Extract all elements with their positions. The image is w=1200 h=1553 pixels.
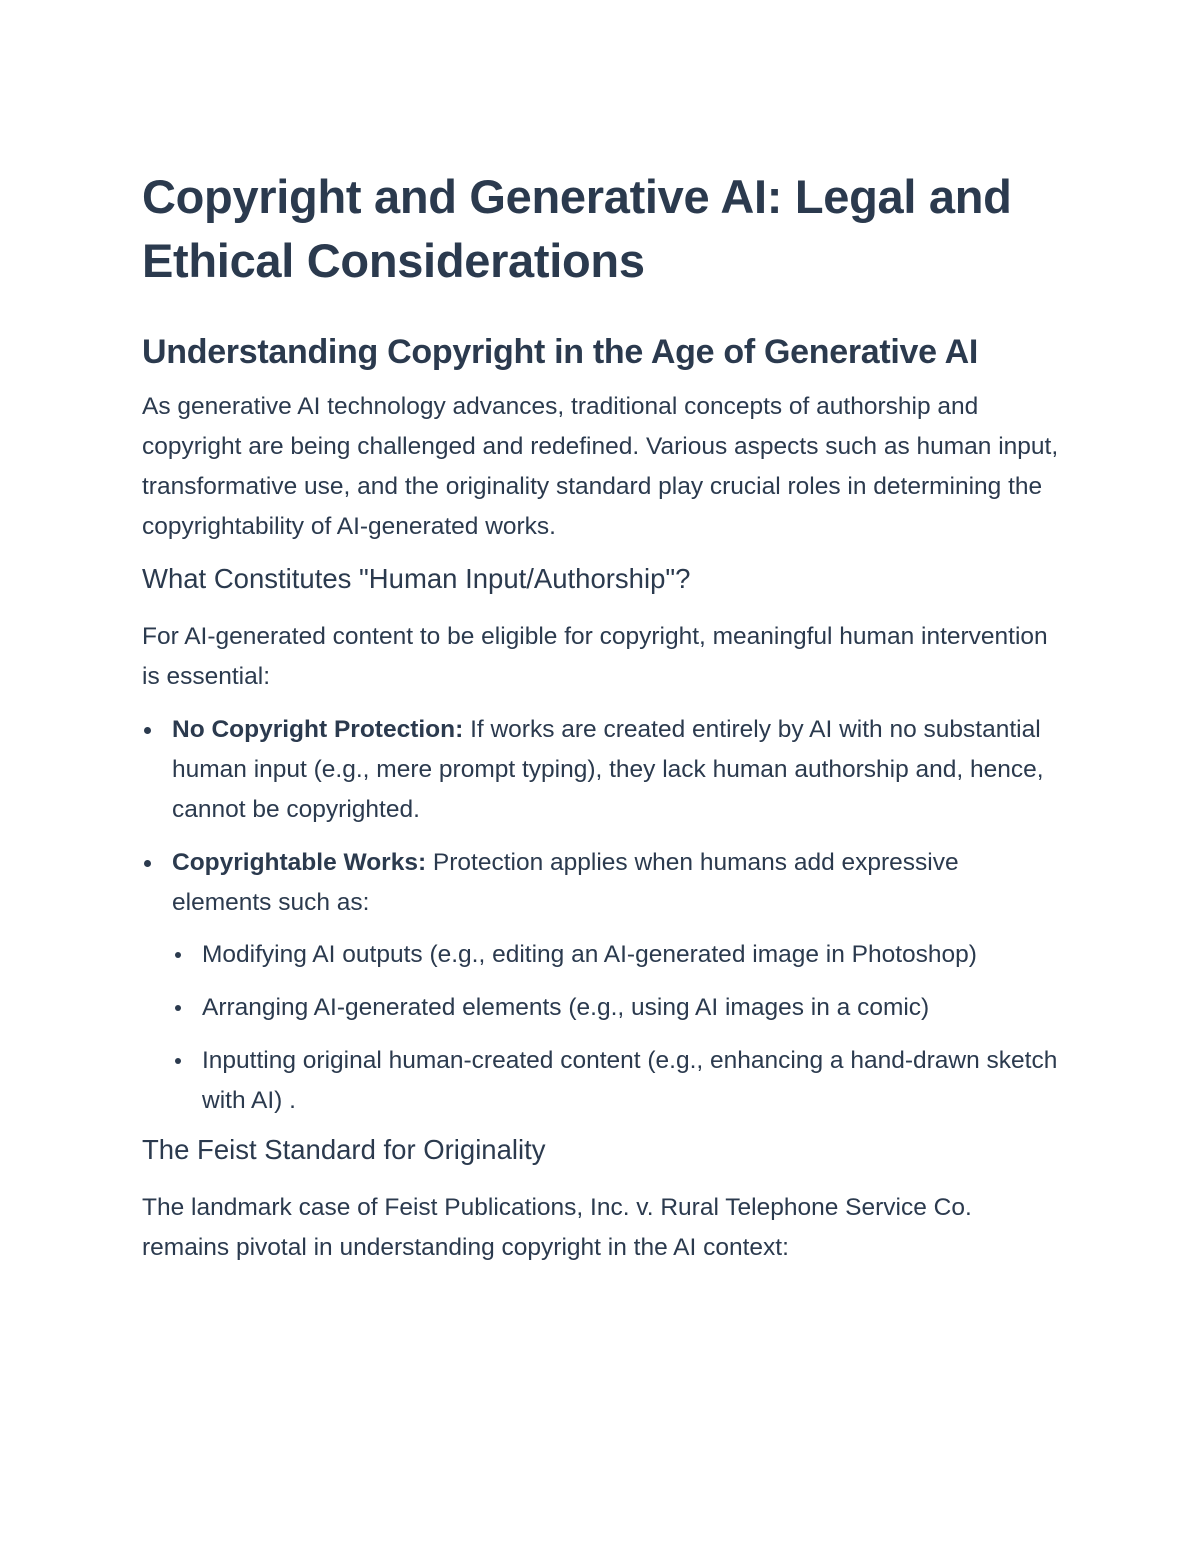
list-item-text: If works are created entirely by AI with no substantial human input (e.g., mere prompt typing), they lack human authorship and, hence, cannot be copyrighted. xyxy=(172,716,1044,823)
list-item xyxy=(142,843,1062,1121)
sub-list-item: Arranging AI-generated elements (e.g., using AI images in a comic) xyxy=(172,988,1062,1028)
section-heading: Understanding Copyright in the Age of Generative AI xyxy=(142,333,979,371)
list-item-label: No Copyright Protection: xyxy=(172,716,464,743)
feist-heading: The Feist Standard for Originality xyxy=(142,1134,546,1165)
human-input-heading: What Constitutes "Human Input/Authorship"? xyxy=(142,563,691,594)
feist-intro-paragraph: The landmark case of Feist Publications, Inc. v. Rural Telephone Service Co. remains pivotal in understanding copyright in the AI context: xyxy=(142,1194,972,1261)
sub-list-item: Inputting original human-created content (e.g., enhancing a hand-drawn sketch with AI) . xyxy=(172,1041,1062,1121)
sub-list xyxy=(172,935,1062,1121)
document-title: Copyright and Generative AI: Legal and Ethical Considerations xyxy=(142,170,1012,287)
human-input-list xyxy=(142,710,1062,1121)
sub-list-item: Modifying AI outputs (e.g., editing an AI-generated image in Photoshop) xyxy=(172,935,1062,975)
human-input-intro-paragraph: For AI-generated content to be eligible for copyright, meaningful human intervention is essential: xyxy=(142,623,1048,690)
list-item-label: Copyrightable Works: xyxy=(172,849,427,876)
list-item xyxy=(142,710,1062,830)
list-item-text: Protection applies when humans add expressive elements such as: xyxy=(172,849,959,916)
document-page xyxy=(142,165,1062,1268)
section-intro-paragraph: As generative AI technology advances, traditional concepts of authorship and copyright are being challenged and redefined. Various aspects such as human input, transformative use, and the originality standard play crucial roles in determining the copyrightability of AI-generated works. xyxy=(142,393,1059,540)
